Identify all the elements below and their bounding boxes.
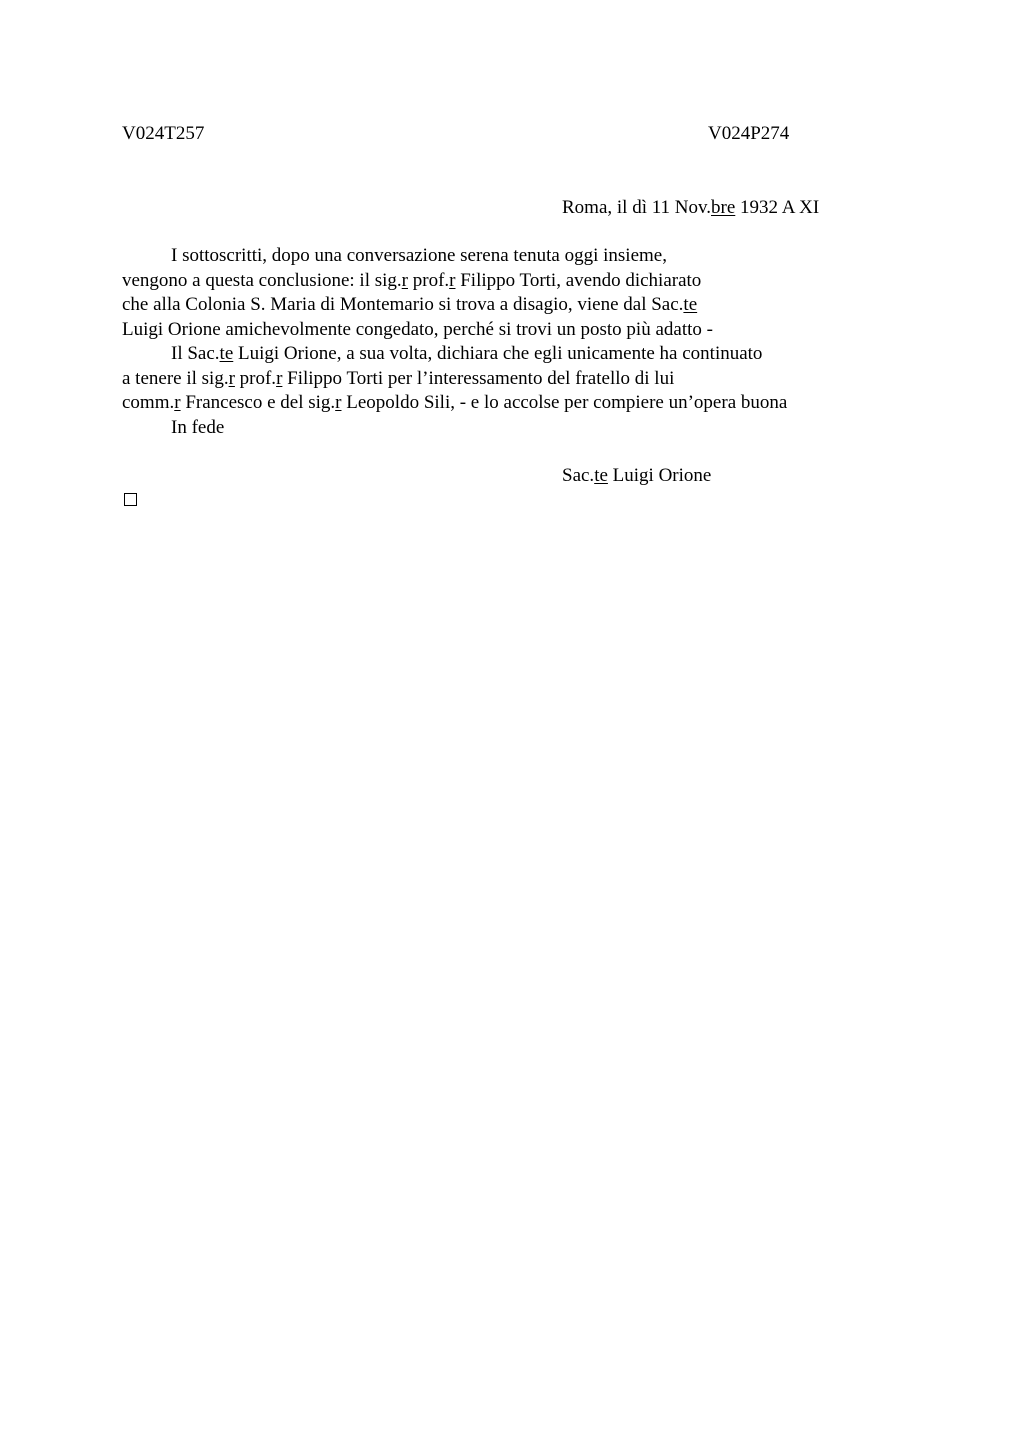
body-line-5-a: Il Sac. xyxy=(171,343,220,364)
body-line-3-b: te xyxy=(683,294,698,315)
signature-suffix: Luigi Orione xyxy=(607,465,712,486)
body-line-6 xyxy=(122,367,862,392)
body-line-2-b: r xyxy=(401,269,408,291)
date-prefix: Roma, il dì 11 Nov. xyxy=(562,197,712,218)
body-line-2-d: r xyxy=(449,269,456,291)
date-underlined: bre xyxy=(711,197,736,218)
body-line-2-a: vengono a questa conclusione: il sig. xyxy=(122,269,402,291)
body-line-3 xyxy=(122,293,862,318)
empty-square-icon xyxy=(124,493,137,506)
body-line-2-e: Filippo Torti, avendo dichiarato xyxy=(455,269,702,291)
date-suffix: 1932 A XI xyxy=(735,197,820,218)
document-code-left: V024T257 xyxy=(122,123,205,144)
body-line-6-e: Filippo Torti per l’interessamento del fratello di lui xyxy=(282,367,675,389)
signature-underlined: te xyxy=(594,465,608,486)
body-line-7-d: r xyxy=(335,392,342,413)
body-line-6-c: prof. xyxy=(234,367,277,389)
body-line-6-d: r xyxy=(276,367,283,389)
signature xyxy=(562,464,711,488)
signature-prefix: Sac. xyxy=(562,465,595,486)
body-line-2 xyxy=(122,269,862,294)
body-line-3-a: che alla Colonia S. Maria di Montemario si trova a disagio, viene dal Sac. xyxy=(122,294,684,315)
letter-date xyxy=(562,196,819,220)
letter-body xyxy=(122,244,862,440)
body-line-8: In fede xyxy=(171,416,225,438)
body-line-6-a: a tenere il sig. xyxy=(122,367,229,389)
body-line-1: I sottoscritti, dopo una conversazione serena tenuta oggi insieme, xyxy=(171,245,667,266)
body-line-4: Luigi Orione amichevolmente congedato, perché si trovi un posto più adatto - xyxy=(122,318,713,340)
body-line-7 xyxy=(122,391,862,416)
body-line-5-b: te xyxy=(219,343,234,364)
body-line-5 xyxy=(122,342,862,367)
body-line-6-b: r xyxy=(228,367,235,389)
body-line-7-c: Francesco e del sig. xyxy=(180,392,336,413)
body-line-7-e: Leopoldo Sili, - e lo accolse per compiere un’opera buona xyxy=(341,392,788,413)
body-line-7-a: comm. xyxy=(122,392,175,413)
body-line-7-b: r xyxy=(174,392,181,413)
body-line-2-c: prof. xyxy=(408,269,450,291)
document-code-right: V024P274 xyxy=(708,123,790,144)
body-line-5-c: Luigi Orione, a sua volta, dichiara che egli unicamente ha continuato xyxy=(233,343,763,364)
